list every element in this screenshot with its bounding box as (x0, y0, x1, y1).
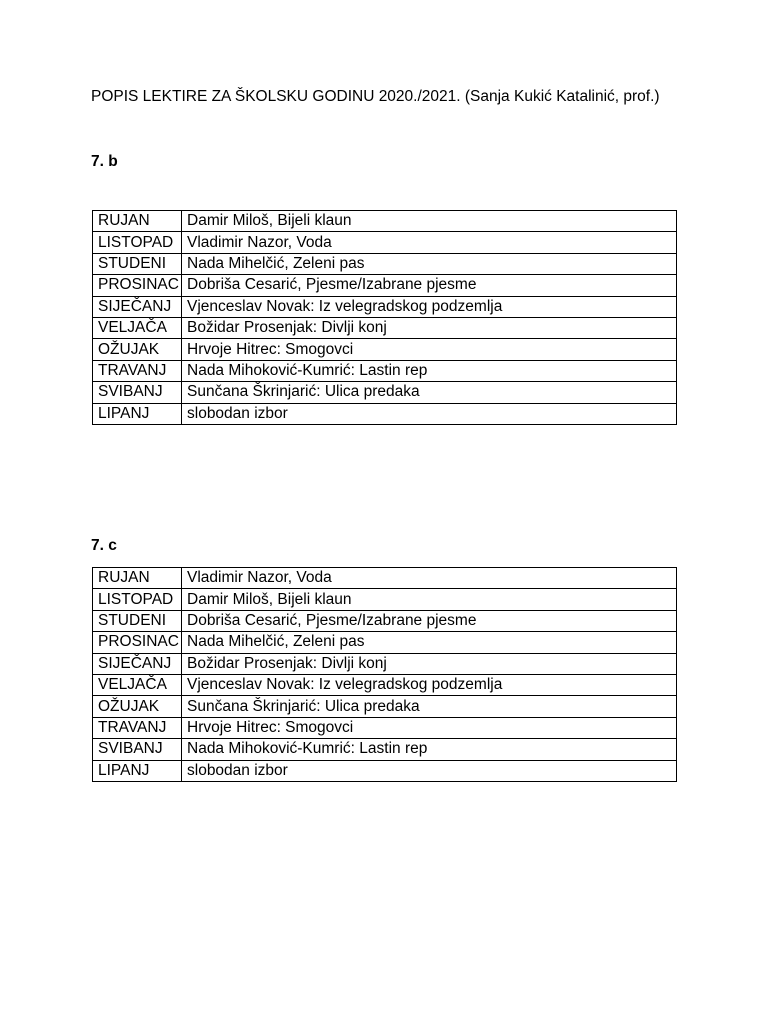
book-cell: slobodan izbor (182, 760, 677, 781)
month-cell: SIJEČANJ (93, 653, 182, 674)
reading-table-7b (92, 210, 677, 425)
table-row (93, 296, 677, 317)
class-heading-7c: 7. c (91, 537, 117, 554)
table-row (93, 696, 677, 717)
table-row (93, 275, 677, 296)
month-cell: SVIBANJ (93, 739, 182, 760)
book-cell: Hrvoje Hitrec: Smogovci (182, 717, 677, 738)
table-row (93, 382, 677, 403)
month-cell: RUJAN (93, 211, 182, 232)
book-cell: Damir Miloš, Bijeli klaun (182, 589, 677, 610)
book-cell: Božidar Prosenjak: Divlji konj (182, 317, 677, 338)
book-cell: Sunčana Škrinjarić: Ulica predaka (182, 382, 677, 403)
book-cell: Dobriša Cesarić, Pjesme/Izabrane pjesme (182, 610, 677, 631)
table-row (93, 568, 677, 589)
table-row (93, 317, 677, 338)
table-row (93, 717, 677, 738)
table-row (93, 674, 677, 695)
month-cell: PROSINAC (93, 275, 182, 296)
book-cell: Vladimir Nazor, Voda (182, 568, 677, 589)
table-row (93, 653, 677, 674)
class-heading-7b: 7. b (91, 153, 118, 170)
table-row (93, 339, 677, 360)
table-row (93, 760, 677, 781)
table-row (93, 589, 677, 610)
table-row (93, 632, 677, 653)
reading-table-7c (92, 567, 677, 782)
book-cell: Hrvoje Hitrec: Smogovci (182, 339, 677, 360)
book-cell: Vjenceslav Novak: Iz velegradskog podzemlja (182, 296, 677, 317)
month-cell: OŽUJAK (93, 696, 182, 717)
table-row (93, 211, 677, 232)
month-cell: TRAVANJ (93, 360, 182, 381)
book-cell: Damir Miloš, Bijeli klaun (182, 211, 677, 232)
month-cell: TRAVANJ (93, 717, 182, 738)
book-cell: Nada Mihelčić, Zeleni pas (182, 632, 677, 653)
book-cell: Nada Mihoković-Kumrić: Lastin rep (182, 739, 677, 760)
month-cell: STUDENI (93, 253, 182, 274)
table-row (93, 253, 677, 274)
book-cell: Sunčana Škrinjarić: Ulica predaka (182, 696, 677, 717)
month-cell: LISTOPAD (93, 232, 182, 253)
table-row (93, 360, 677, 381)
month-cell: LIPANJ (93, 403, 182, 424)
month-cell: PROSINAC (93, 632, 182, 653)
month-cell: STUDENI (93, 610, 182, 631)
book-cell: slobodan izbor (182, 403, 677, 424)
book-cell: Nada Mihoković-Kumrić: Lastin rep (182, 360, 677, 381)
month-cell: SIJEČANJ (93, 296, 182, 317)
month-cell: SVIBANJ (93, 382, 182, 403)
month-cell: VELJAČA (93, 317, 182, 338)
book-cell: Vladimir Nazor, Voda (182, 232, 677, 253)
month-cell: LISTOPAD (93, 589, 182, 610)
book-cell: Vjenceslav Novak: Iz velegradskog podzemlja (182, 674, 677, 695)
table-row (93, 232, 677, 253)
book-cell: Nada Mihelčić, Zeleni pas (182, 253, 677, 274)
table-row (93, 739, 677, 760)
month-cell: OŽUJAK (93, 339, 182, 360)
page-title: POPIS LEKTIRE ZA ŠKOLSKU GODINU 2020./2021. (Sanja Kukić Katalinić, prof.) (91, 88, 660, 105)
month-cell: RUJAN (93, 568, 182, 589)
month-cell: LIPANJ (93, 760, 182, 781)
book-cell: Božidar Prosenjak: Divlji konj (182, 653, 677, 674)
table-row (93, 610, 677, 631)
book-cell: Dobriša Cesarić, Pjesme/Izabrane pjesme (182, 275, 677, 296)
month-cell: VELJAČA (93, 674, 182, 695)
table-row (93, 403, 677, 424)
